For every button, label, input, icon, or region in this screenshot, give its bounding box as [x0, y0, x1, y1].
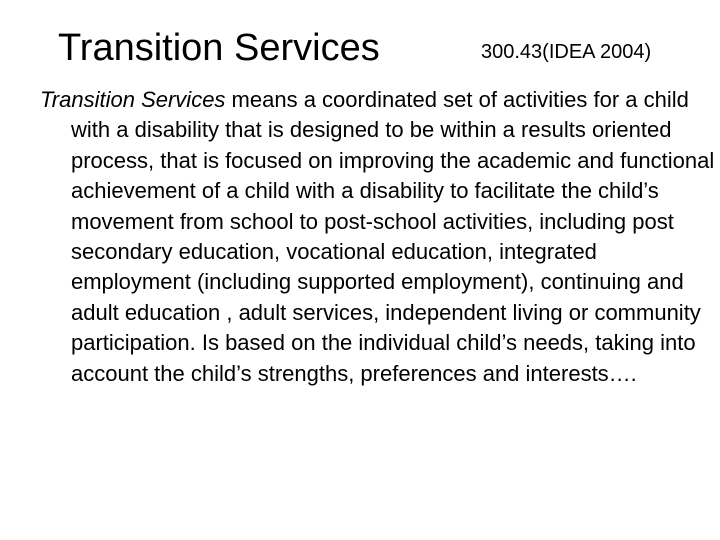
- definition-paragraph: [40, 85, 719, 389]
- definition-text: means a coordinated set of activities for a child with a disability that is designed to be within a results oriented process, that is focused on improving the academic and functional achievement of a child with a disability to facilitate the child’s movement from school to post-school activities, including post secondary education, vocational education, integrated employment (including supported employment), continuing and adult education , adult services, independent living or community participation. Is based on the individual child’s needs, taking into account the child’s strengths, preferences and interests….: [71, 87, 715, 386]
- idea-citation: 300.43(IDEA 2004): [481, 41, 652, 63]
- slide-title: Transition Services: [58, 27, 380, 69]
- defined-term: Transition Services: [40, 87, 226, 112]
